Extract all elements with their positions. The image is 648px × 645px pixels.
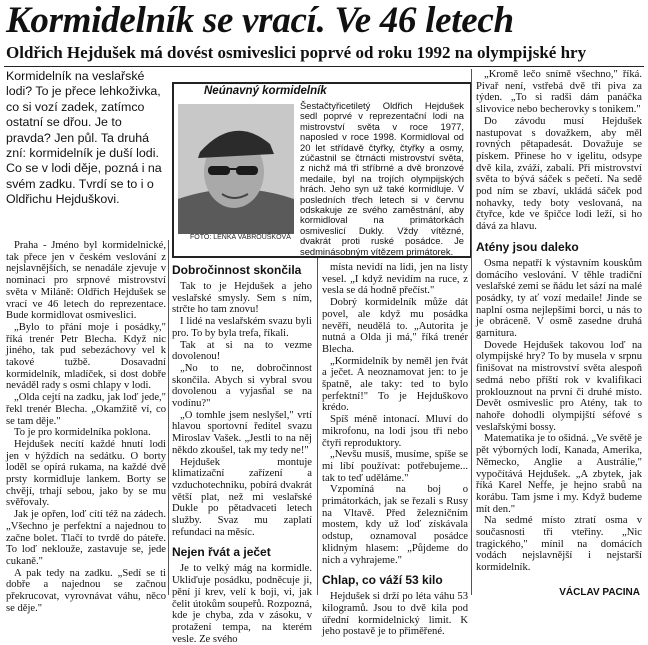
paragraph: Vzpomíná na boj o primátorkách, jak se řezali s Rusy na Vltavě. Před železničním mostem, kdy už loď získávala odstup, oznamoval posádce klidným hlasem: „Půjdeme do nich a vyhrajeme." (322, 484, 468, 566)
paragraph: místa nevidí na lidi, jen na listy vesel. „I když nevidím na ruce, z vesla se dá hodně přečíst." (322, 262, 468, 297)
paragraph: I lidé na veslařském svazu byli pro. To by byla trefa, říkali. (172, 316, 312, 339)
paragraph: „Kormidelník by neměl jen řvát a ječet. A neoznamovat jen: to je špatně, ale taky: ted to bylo perfektní!" To je Hejduškovo krédo. (322, 355, 468, 414)
subheadline: Oldřich Hejdušek má dovést osmiveslici poprvé od roku 1992 na olympijské hry (6, 43, 587, 62)
photo-caption: FOTO: LENKA VABROUŠKOVÁ (190, 234, 291, 241)
column-divider (168, 240, 169, 595)
top-divider (4, 66, 644, 67)
lead-text: Kormidelník na veslařské lodi? To je přece lehkoživka, co si vozí zadek, zatímco ostatní se dřou. Je to pravda? Jen půl. Ta druhá zní: kormidelník je duší lodi. Co se v lodi děje, pozná i na svém zadku. Tvrdí se to i o Oldřichu Hejduškovi. (6, 69, 162, 207)
info-box (172, 82, 472, 258)
headline: Kormidelník se vrací. Ve 46 letech (6, 0, 514, 41)
column-4 (476, 69, 642, 584)
portrait-image (178, 104, 294, 234)
author-byline: VÁCLAV PACINA (559, 587, 640, 598)
column-2 (172, 262, 312, 645)
lead-paragraph (6, 69, 166, 233)
paragraph: Na sedmé místo ztratí osma v současnosti tři vteřiny. „Nic tragického," mínil na domácích vodách nejslavnější i nejstarší kormidelník. (476, 515, 642, 574)
paragraph: To je pro kormidelníka poklona. (14, 427, 151, 439)
paragraph: Hejdušek montuje klimatizační zařízení a vzduchotechniku, pobírá dvakrát větší plat, než mi veslařské Dukle po pětadvaceti letech služby. Svaz mu zaplatí refundaci na měsíc. (172, 456, 312, 538)
section-heading: Atény jsou daleko (476, 239, 579, 254)
paragraph: „Olda cejtí na zadku, jak loď jede," řekl trenér Blecha. „Okamžitě ví, co se tam děje." (6, 392, 166, 427)
paragraph: Dovede Hejdušek takovou loď na olympijské hry? To by musela v srpnu finišovat na mistrovství světa alespoň sedmá nebo příští rok v kvalifikaci proklouznout na první či druhé místo. Devět osmiveslic pro Atény, tak to nahoře dohodli olympijští séfové s veslařskými bossy. (476, 339, 642, 433)
paragraph: Jak je opřen, loď cítí též na zádech. „Všechno je perfektní a najednou to začne bolet. Tlačí to tvrdě do páteře. To loď neklouže, zastavuje se, jede cukaně." (6, 509, 166, 567)
column-divider (471, 69, 472, 595)
paragraph: Osma nepatří k výstavním kouskům domácího veslování. V těhle tradiční veslařské zemi se ňádu let sází na malé posádky, ty ať vozí medaile! Jinde se naplní osma nejlepšími borci, u nás to je obráceně. V osmě zasedne druhá garnitura. (476, 257, 642, 340)
info-box-header (174, 84, 470, 101)
paragraph: „Nevšu musíš, musíme, spíše se mi líbí používat: potřebujeme... tak to teď uděláme." (322, 449, 468, 484)
portrait-photo (178, 104, 294, 234)
paragraph: Hejdušek necítí každé hnutí lodi jen v hýždích na sedátku. O borty loděl se opírá rukama, na každé dvě prsty kormidluje lankem. Borty se chvějí, trhají sebou, jako by se mu svěřovaly. (6, 438, 166, 509)
paragraph: „Kromě lečo snímě všechno," říká. Pivař není, vstřebá dvě tři piva za týden. „To si radši dám panáčka slivovice nebo becherovky s tonikem." (476, 69, 642, 116)
column-divider (317, 258, 318, 595)
info-box-text: Šestačtyřicetiletý Oldřich Hejdušek sedl poprvé v reprezentační lodi na mistrovství světa v roce 1977, naposled v roce 1998. Kormidloval od 20 let střídavě čtyřky, čtyřky a osmy, zúčastnil se čtrnácti mistrovství světa, z nichž má tři stříbrné a dvě bronzové medaile, byl na trojích olympijských hrách. Jeho syn už také kormidluje. V posledních třech letech si v červnu odskakuje ze svého zaměstnání, aby kormidloval na primátorkách osmiveslicí Dukly. Vždy vítězné, dvakrát proti ruské posádce. Je sedminásobným vítězem primátorek. (300, 100, 464, 257)
section-heading: Chlap, co váží 53 kilo (322, 573, 443, 588)
paragraph: Do závodu musí Hejdušek nastupovat s dovažkem, aby měl rovných pětapadesát. Dovažuje se pískem. Přinese ho v igelitu, odsype dvě kila, zváží, zabalí. Při mistrovství světa to bývá sáček s pečetí. Na sedě pod ním se zbaví, ukládá sáček pod nohavky, tedy boty veslovaná, na čtyřce, kde ve špičce lodi leží, si ho dává za hlavu. (476, 115, 642, 233)
paragraph: Dobrý kormidelník může dát povel, ale když mu posádka nevěří, neudělá to. „Autorita je nutná a Olda ji má," říká trenér Blecha. (322, 297, 468, 355)
paragraph: Je to velký mág na kormidle. Ukliďuje posádku, podněcuje ji, pění jí krev, velí k boji, vi, jak čelit útokům soupeřů. Rozpozná, kde je chyba, zda v zásoku, v protažení tempa, na kterém vesle. Ze svého (172, 563, 312, 645)
column-3 (322, 262, 468, 638)
section-heading: Nejen řvát a ječet (172, 545, 271, 560)
column-1 (6, 240, 166, 614)
paragraph: Hejdušek si drží po léta váhu 53 kilogramů. Jsou to dvě kila pod úřední kormidelnický limit. K jeho postavě je to přiměřené. (322, 591, 468, 638)
paragraph: „No to ne, dobročinnost skončila. Abych si vybral svou dovolenou a vyjasňal se na vodínu?" (172, 362, 312, 410)
paragraph: Praha - Jméno byl kormidelnické, tak přece jen v českém veslování z nejslavnějších, se nenadále zjevuje v nominaci pro srpnové mistrovství světa v Miláně: Oldřich Hejdušek se vrací ve 46 letech do reprezentace. Bude kormidlovat osmiveslici. (6, 240, 166, 322)
paragraph: „Bylo to přání moje i posádky," říká trenér Petr Blecha. Když nic jiného, tak pud sebezáchovy vel k takové tužbě. Dosavadní kormidelník, mladíček, si dost dobře neváděl rady s osmi chlapy v lodi. (6, 321, 166, 392)
paragraph: Tak to je Hejdušek a jeho veslařské smysly. Sem s ním, strčte ho tam znovu! (172, 281, 312, 316)
paragraph: Spíš méně intonací. Mluví do mikrofonu, na lodi jsou tři nebo čtyři reproduktory. (322, 414, 468, 449)
paragraph: A pak tedy na zadku. „Sedí se ti dobře a najednou se začnou překrucovat, vyrovnávat váhu, něco se děje." (6, 567, 166, 614)
paragraph: Matematika je to ošidná. „Ve světě je pět výborných lodí, Kanada, Amerika, Německo, Anglie a Austrálie," vypočítává Hejdušek. „A zbytek, jak říká Karel Neffe, je hejno srabů na korábu. Tam jsme i my. Když budeme mít den." (476, 433, 642, 515)
section-heading: Dobročinnost skončila (172, 263, 302, 277)
paragraph: Tak at si na to vezme dovolenou! (172, 339, 312, 363)
paragraph: „O tomhle jsem neslyšel," vrtí hlavou sportovní ředitel svazu Miroslav Vašek. „Jestli to na něj někdo zkoušel, tak my tedy ne!" (172, 409, 312, 456)
info-box-title: Neúnavný kormidelník (204, 85, 327, 97)
